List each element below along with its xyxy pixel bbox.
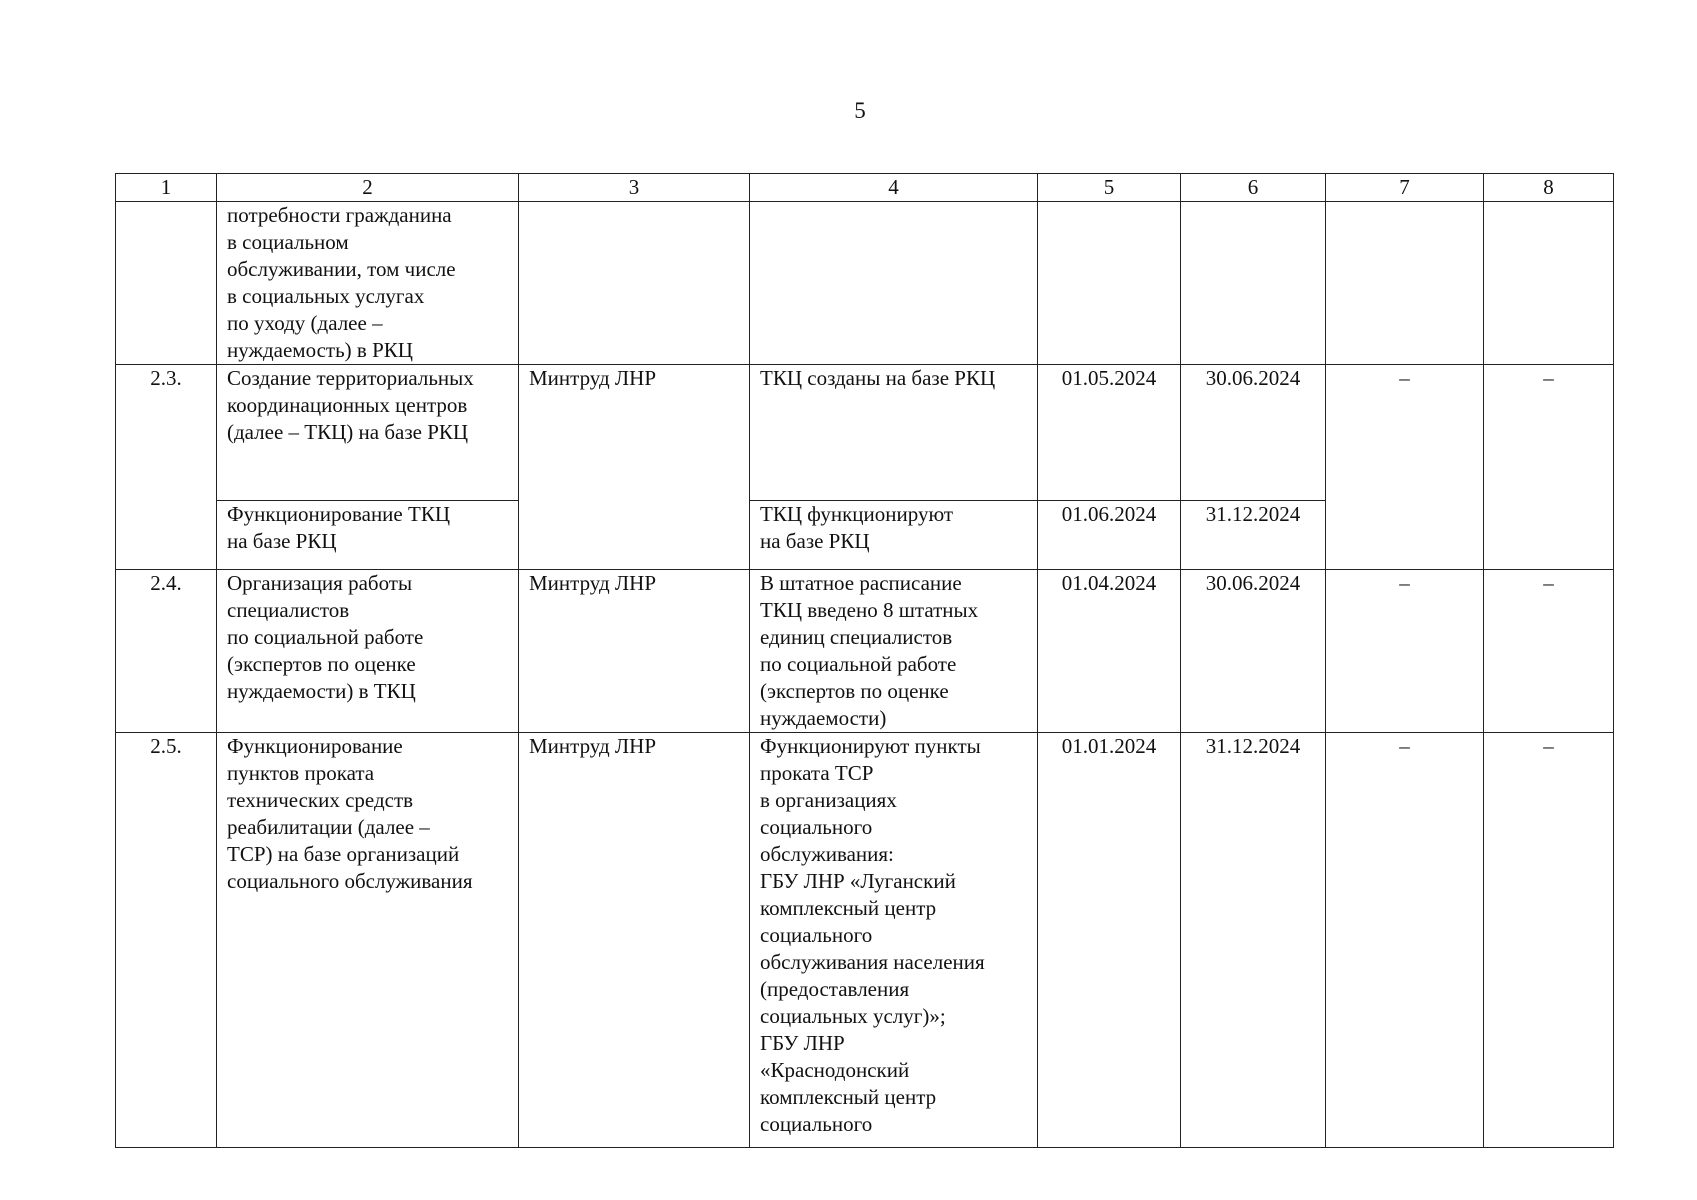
col7-cell: – <box>1326 570 1484 733</box>
executor-cell: Минтруд ЛНР <box>519 570 750 733</box>
result-cell <box>750 202 1038 365</box>
executor-cell: Минтруд ЛНР <box>519 733 750 1148</box>
column-number-row <box>116 174 1614 202</box>
end-date-cell: 31.12.2024 <box>1181 501 1326 570</box>
column-header: 2 <box>217 174 519 202</box>
result-cell: ТКЦ созданы на базе РКЦ <box>750 365 1038 501</box>
col8-cell: – <box>1484 570 1614 733</box>
row-number: 2.5. <box>116 733 217 1148</box>
executor-cell: Минтруд ЛНР <box>519 365 750 570</box>
col7-cell: – <box>1326 733 1484 1148</box>
end-date-cell: 30.06.2024 <box>1181 570 1326 733</box>
activity-cell: потребности гражданина в социальном обслуживании, том числе в социальных услугах по уходу (далее – нуждаемость) в РКЦ <box>217 202 519 365</box>
start-date-cell: 01.04.2024 <box>1038 570 1181 733</box>
start-date-cell: 01.05.2024 <box>1038 365 1181 501</box>
column-header: 1 <box>116 174 217 202</box>
activity-cell: Функционирование ТКЦ на базе РКЦ <box>217 501 519 570</box>
column-header: 3 <box>519 174 750 202</box>
end-date-cell: 31.12.2024 <box>1181 733 1326 1148</box>
start-date-cell: 01.01.2024 <box>1038 733 1181 1148</box>
col7-cell: – <box>1326 365 1484 570</box>
column-header: 6 <box>1181 174 1326 202</box>
row-number: 2.4. <box>116 570 217 733</box>
result-cell: В штатное расписание ТКЦ введено 8 штатных единиц специалистов по социальной работе (экспертов по оценке нуждаемости) <box>750 570 1038 733</box>
page-number: 5 <box>854 98 866 123</box>
start-date-cell: 01.06.2024 <box>1038 501 1181 570</box>
plan-table <box>115 173 1614 1148</box>
start-date-cell <box>1038 202 1181 365</box>
result-cell: Функционируют пункты проката ТСР в организациях социального обслуживания: ГБУ ЛНР «Луганский комплексный центр социального обслуживания населения (предоставления социальных услуг)»; ГБУ ЛНР «Краснодонский комплексный центр социального <box>750 733 1038 1148</box>
col8-cell: – <box>1484 733 1614 1148</box>
column-header: 7 <box>1326 174 1484 202</box>
table-row <box>116 365 1614 501</box>
activity-cell: Организация работы специалистов по социальной работе (экспертов по оценке нуждаемости) в ТКЦ <box>217 570 519 733</box>
result-cell: ТКЦ функционируют на базе РКЦ <box>750 501 1038 570</box>
activity-cell: Создание территориальных координационных центров (далее – ТКЦ) на базе РКЦ <box>217 365 519 501</box>
column-header: 8 <box>1484 174 1614 202</box>
column-header: 4 <box>750 174 1038 202</box>
activity-cell: Функционирование пунктов проката технических средств реабилитации (далее – ТСР) на базе организаций социального обслуживания <box>217 733 519 1148</box>
end-date-cell <box>1181 202 1326 365</box>
table-row <box>116 202 1614 365</box>
column-header: 5 <box>1038 174 1181 202</box>
end-date-cell: 30.06.2024 <box>1181 365 1326 501</box>
table-row <box>116 570 1614 733</box>
executor-cell <box>519 202 750 365</box>
row-number: 2.3. <box>116 365 217 570</box>
col8-cell <box>1484 202 1614 365</box>
col7-cell <box>1326 202 1484 365</box>
row-number <box>116 202 217 365</box>
table-row <box>116 733 1614 1148</box>
col8-cell: – <box>1484 365 1614 570</box>
